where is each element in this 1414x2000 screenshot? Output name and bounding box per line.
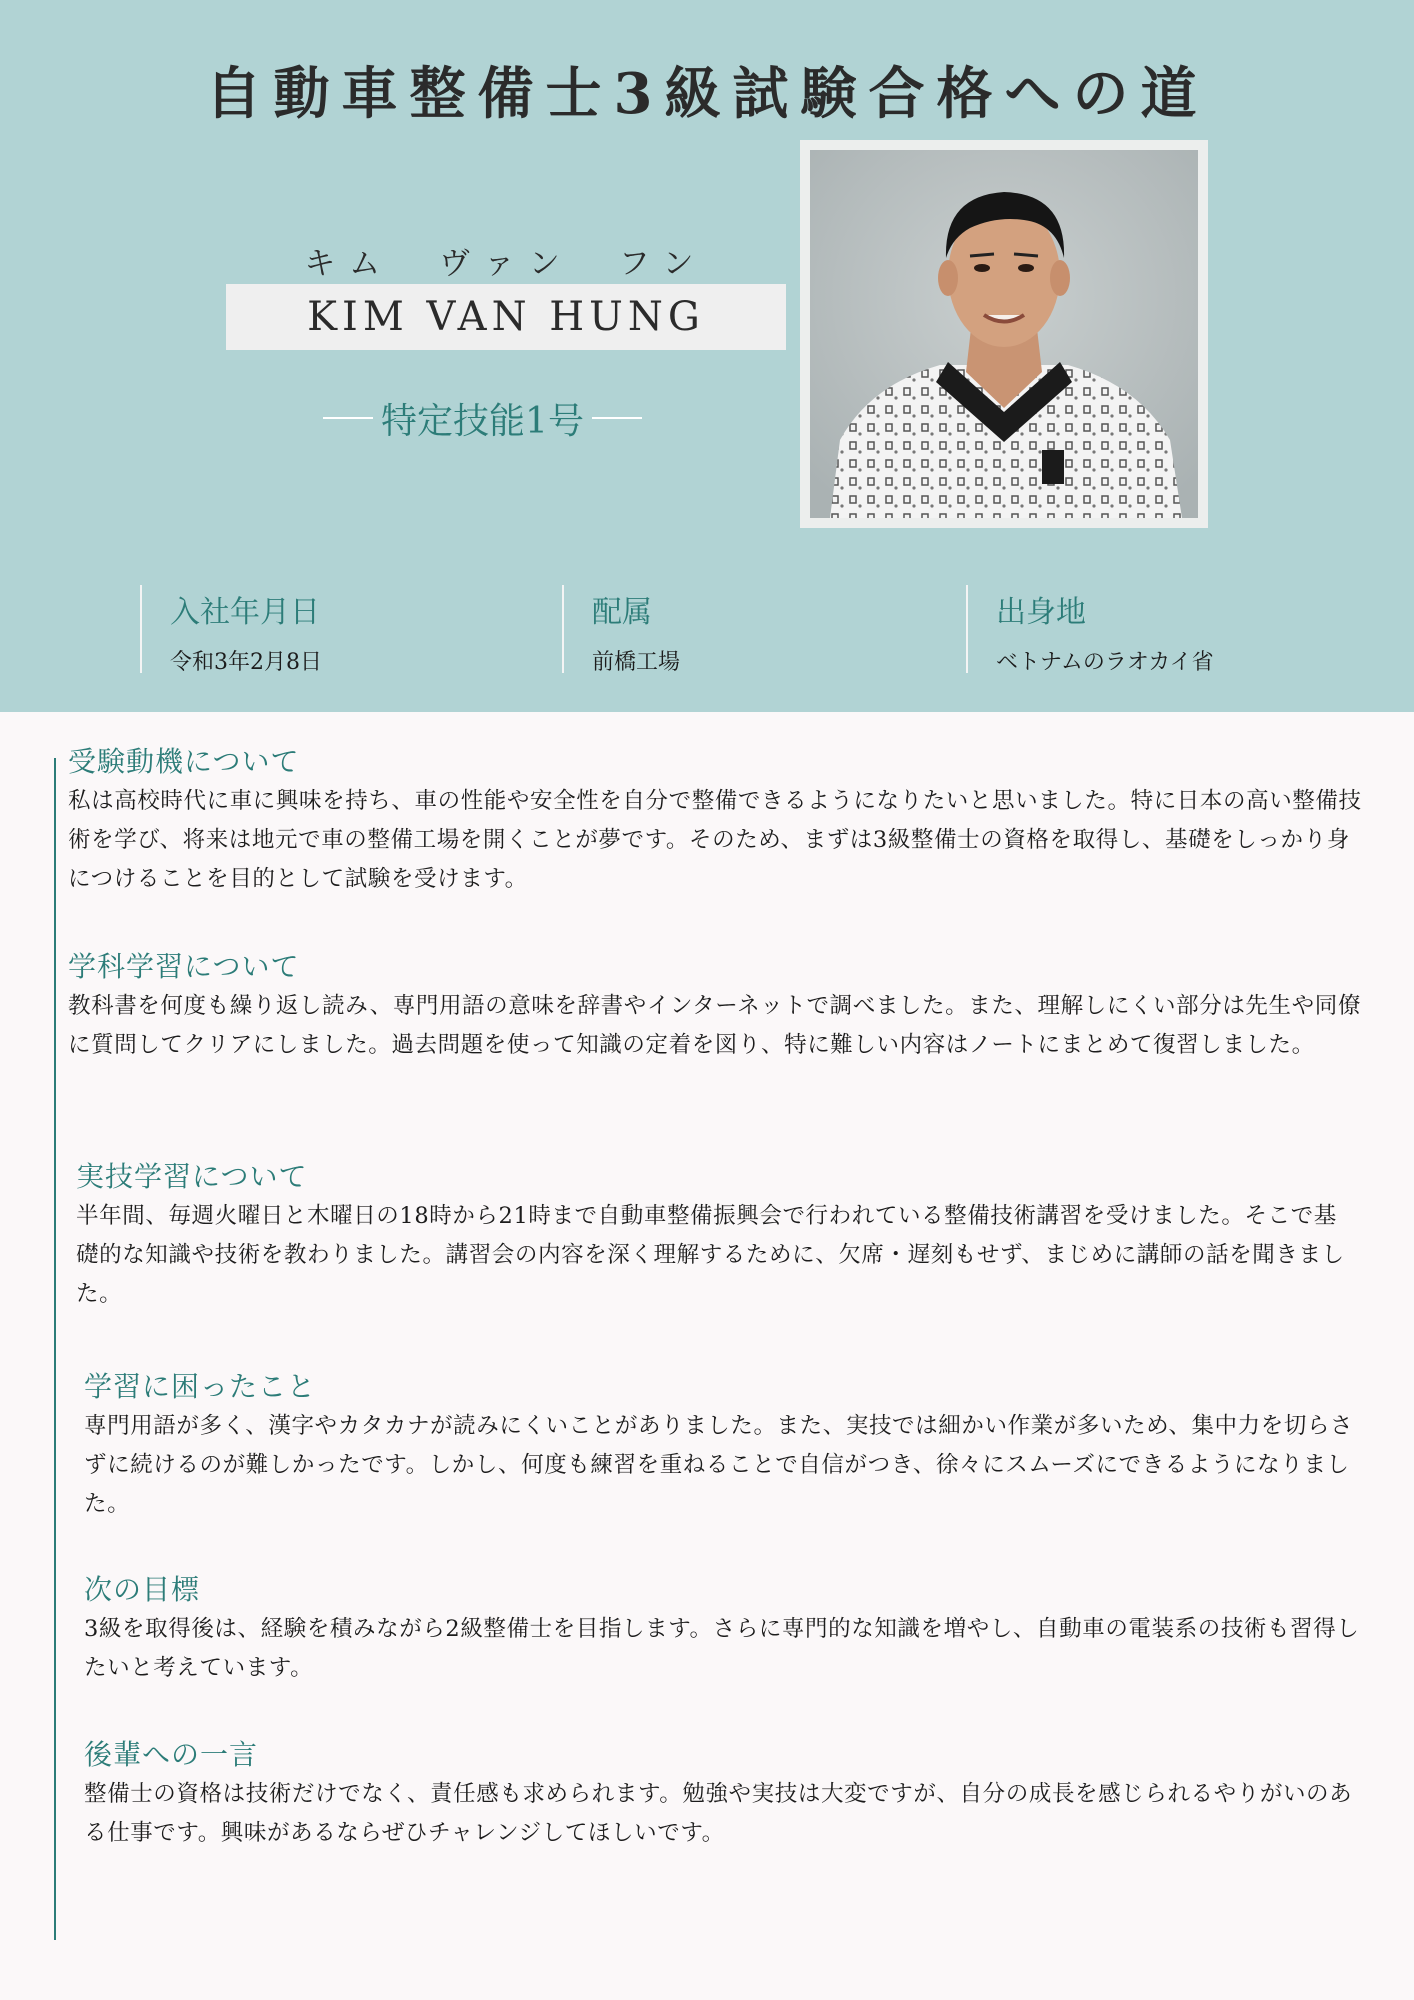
section-heading: 実技学習について — [76, 1160, 308, 1193]
name-plate — [226, 284, 786, 350]
section-next-goal — [84, 1568, 1374, 1688]
info-department — [562, 585, 680, 673]
section-advice-juniors — [84, 1733, 1374, 1853]
section-practical-study — [76, 1155, 1346, 1314]
visa-type-text: 特定技能1号 — [381, 400, 584, 442]
header-banner — [0, 0, 1414, 712]
info-label: 入社年月日 — [170, 595, 320, 630]
info-join-date — [140, 585, 322, 673]
name-kana: キム ヴァン フン — [304, 246, 708, 282]
visa-type-label — [310, 392, 655, 444]
info-hometown — [966, 585, 1214, 673]
section-heading: 次の目標 — [84, 1573, 201, 1606]
info-value: 前橋工場 — [592, 650, 681, 675]
section-body: 半年間、毎週火曜日と木曜日の18時から21時まで自動車整備振興会で行われている整備技術講習を受けました。そこで基礎的な知識や技術を教わりました。講習会の内容を深く理解するために、欠席・遅刻もせず、まじめに講師の話を聞きました。 — [76, 1203, 1345, 1307]
content-vertical-rule — [54, 758, 56, 1940]
section-heading: 学科学習について — [68, 950, 300, 983]
divider-right — [592, 417, 642, 419]
info-label: 配属 — [592, 595, 652, 630]
section-heading: 後輩への一言 — [84, 1738, 259, 1771]
info-value: ベトナムのラオカイ省 — [996, 650, 1214, 675]
section-heading: 学習に困ったこと — [84, 1370, 317, 1403]
info-value: 令和3年2月8日 — [170, 650, 322, 675]
section-difficulties — [84, 1365, 1374, 1524]
info-label: 出身地 — [996, 595, 1086, 630]
divider-left — [323, 417, 373, 419]
section-motivation — [68, 740, 1368, 899]
portrait-photo — [810, 150, 1198, 518]
section-body: 教科書を何度も繰り返し読み、専門用語の意味を辞書やインターネットで調べました。また、理解しにくい部分は先生や同僚に質問してクリアにしました。過去問題を使って知識の定着を図り、特に難しい内容はノートにまとめて復習しました。 — [68, 993, 1361, 1058]
section-theory-study — [68, 945, 1368, 1065]
section-body: 3級を取得後は、経験を積みながら2級整備士を目指します。さらに専門的な知識を増やし、自動車の電装系の技術も習得したいと考えています。 — [84, 1616, 1360, 1681]
section-heading: 受験動機について — [68, 745, 300, 778]
page-title: 自動車整備士3級試験合格への道 — [205, 61, 1209, 127]
section-body: 整備士の資格は技術だけでなく、責任感も求められます。勉強や実技は大変ですが、自分の成長を感じられるやりがいのある仕事です。興味があるならぜひチャレンジしてほしいです。 — [84, 1781, 1353, 1846]
section-body: 専門用語が多く、漢字やカタカナが読みにくいことがありました。また、実技では細かい作業が多いため、集中力を切らさずに続けるのが難しかったです。しかし、何度も練習を重ねることで自信がつき、徐々にスムーズにできるようになりました。 — [84, 1413, 1354, 1517]
section-body: 私は高校時代に車に興味を持ち、車の性能や安全性を自分で整備できるようになりたいと思いました。特に日本の高い整備技術を学び、将来は地元で車の整備工場を開くことが夢です。そのため、まずは3級整備士の資格を取得し、基礎をしっかり身につけることを目的として試験を受けます。 — [68, 788, 1362, 892]
name-roman: KIM VAN HUNG — [307, 294, 705, 340]
